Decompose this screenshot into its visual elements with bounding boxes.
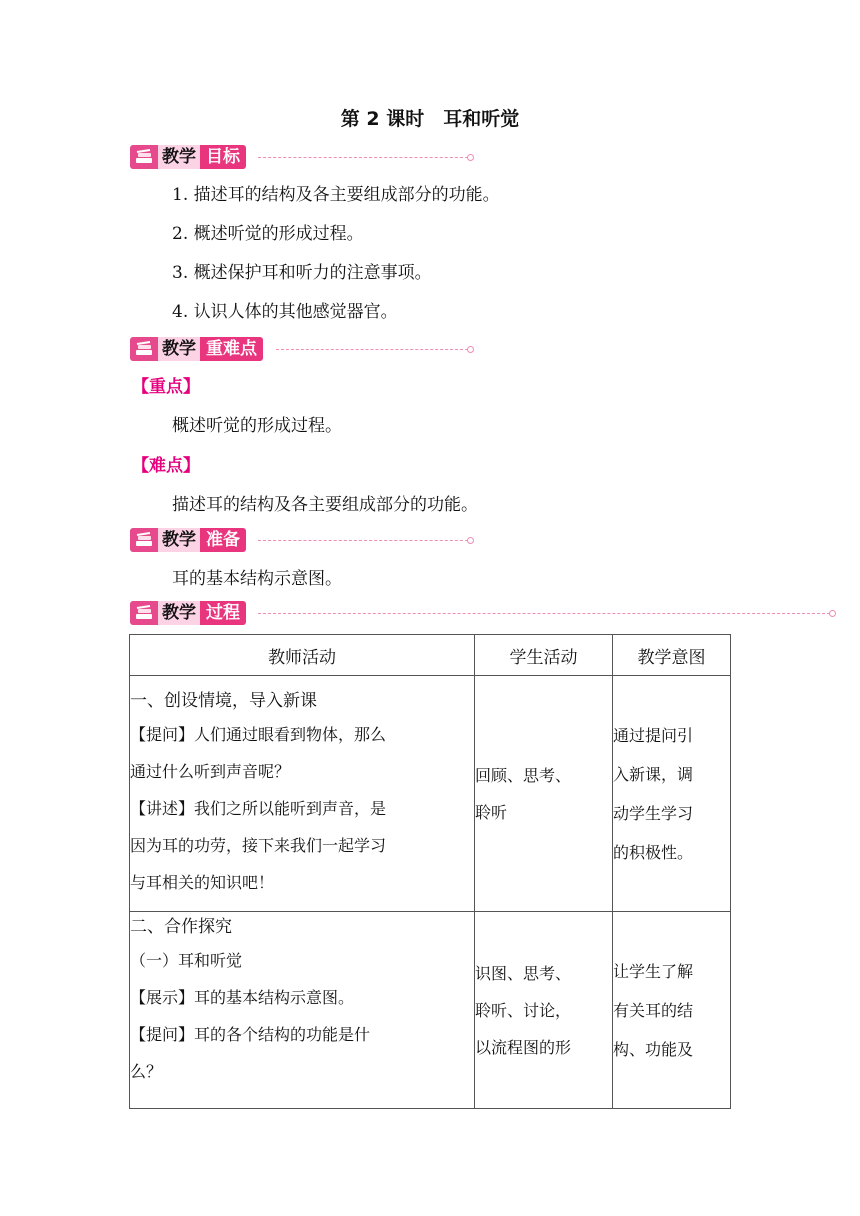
cell-line: 通过提问引 xyxy=(613,725,694,745)
cell-line: 聆听 xyxy=(475,802,508,822)
section-badge xyxy=(130,145,246,169)
table-row xyxy=(130,676,731,912)
cell-line: 通过什么听到声音呢？ xyxy=(130,762,291,781)
table-header-row xyxy=(130,635,731,676)
cell-line: 【展示】耳的基本结构示意图。 xyxy=(130,988,355,1007)
section-label-part2: 目标 xyxy=(200,145,246,169)
column-header: 教师活动 xyxy=(130,635,475,676)
section-label-part1: 教学 xyxy=(158,528,200,552)
cell-line: 【提问】人们通过眼看到物体，那么 xyxy=(130,725,387,744)
cell-line: 入新课，调 xyxy=(613,764,694,784)
section-badge xyxy=(130,528,246,552)
section-label-part1: 教学 xyxy=(158,601,200,625)
section-label-part1: 教学 xyxy=(158,145,200,169)
cell-line: 以流程图的形 xyxy=(475,1037,572,1057)
section-label-part1: 教学 xyxy=(158,337,200,361)
section-label-part2: 准备 xyxy=(200,528,246,552)
step-heading: 二、合作探究 xyxy=(130,917,232,937)
cell-line: 识图、思考、 xyxy=(475,963,572,983)
books-icon xyxy=(130,337,158,361)
teacher-activity-cell xyxy=(130,912,475,1109)
student-activity-cell xyxy=(475,676,613,912)
student-activity-cell xyxy=(475,912,613,1109)
key-label: 【重点】 xyxy=(132,377,200,397)
cell-line: （一）耳和听觉 xyxy=(130,951,243,970)
cell-line: 聆听、讨论， xyxy=(475,1000,572,1020)
section-header-process xyxy=(130,601,840,625)
page-title: 第 2 课时 耳和听觉 xyxy=(340,108,520,130)
goal-item: 4. 认识人体的其他感觉器官。 xyxy=(172,302,398,322)
section-label-part2: 过程 xyxy=(200,601,246,625)
column-header: 学生活动 xyxy=(475,635,613,676)
cell-line: 的积极性。 xyxy=(613,842,694,862)
cell-line: 与耳相关的知识吧！ xyxy=(130,873,275,892)
dashed-divider xyxy=(258,540,468,541)
books-icon xyxy=(130,601,158,625)
cell-line: 回顾、思考、 xyxy=(475,765,572,785)
column-header: 教学意图 xyxy=(613,635,731,676)
teaching-intent-cell xyxy=(613,676,731,912)
difficult-text: 描述耳的结构及各主要组成部分的功能。 xyxy=(172,495,478,515)
section-label-part2: 重难点 xyxy=(200,337,263,361)
process-table xyxy=(129,634,731,1109)
goal-item: 3. 概述保护耳和听力的注意事项。 xyxy=(172,263,432,283)
cell-line: 让学生了解 xyxy=(613,961,694,981)
cell-line: 有关耳的结 xyxy=(613,1000,694,1020)
section-header-goals xyxy=(130,145,475,169)
section-header-preparation xyxy=(130,528,475,552)
dashed-divider xyxy=(276,349,468,350)
teacher-activity-cell xyxy=(130,676,475,912)
goal-item: 1. 描述耳的结构及各主要组成部分的功能。 xyxy=(172,185,500,205)
books-icon xyxy=(130,145,158,169)
dashed-divider xyxy=(258,157,468,158)
cell-line: 【提问】耳的各个结构的功能是什 xyxy=(130,1025,371,1044)
cell-line: 动学生学习 xyxy=(613,803,694,823)
section-header-key-points xyxy=(130,337,475,361)
difficult-label: 【难点】 xyxy=(132,456,200,476)
cell-line: 么？ xyxy=(130,1062,163,1081)
cell-line: 因为耳的功劳，接下来我们一起学习 xyxy=(130,836,387,855)
teaching-intent-cell xyxy=(613,912,731,1109)
goal-item: 2. 概述听觉的形成过程。 xyxy=(172,224,364,244)
cell-line: 构、功能及 xyxy=(613,1039,694,1059)
section-badge xyxy=(130,337,263,361)
table-row xyxy=(130,912,731,1109)
preparation-text: 耳的基本结构示意图。 xyxy=(172,569,342,589)
step-heading: 一、创设情境，导入新课 xyxy=(130,691,317,711)
books-icon xyxy=(130,528,158,552)
section-badge xyxy=(130,601,246,625)
key-text: 概述听觉的形成过程。 xyxy=(172,416,342,436)
cell-line: 【讲述】我们之所以能听到声音，是 xyxy=(130,799,387,818)
dashed-divider xyxy=(258,613,830,614)
